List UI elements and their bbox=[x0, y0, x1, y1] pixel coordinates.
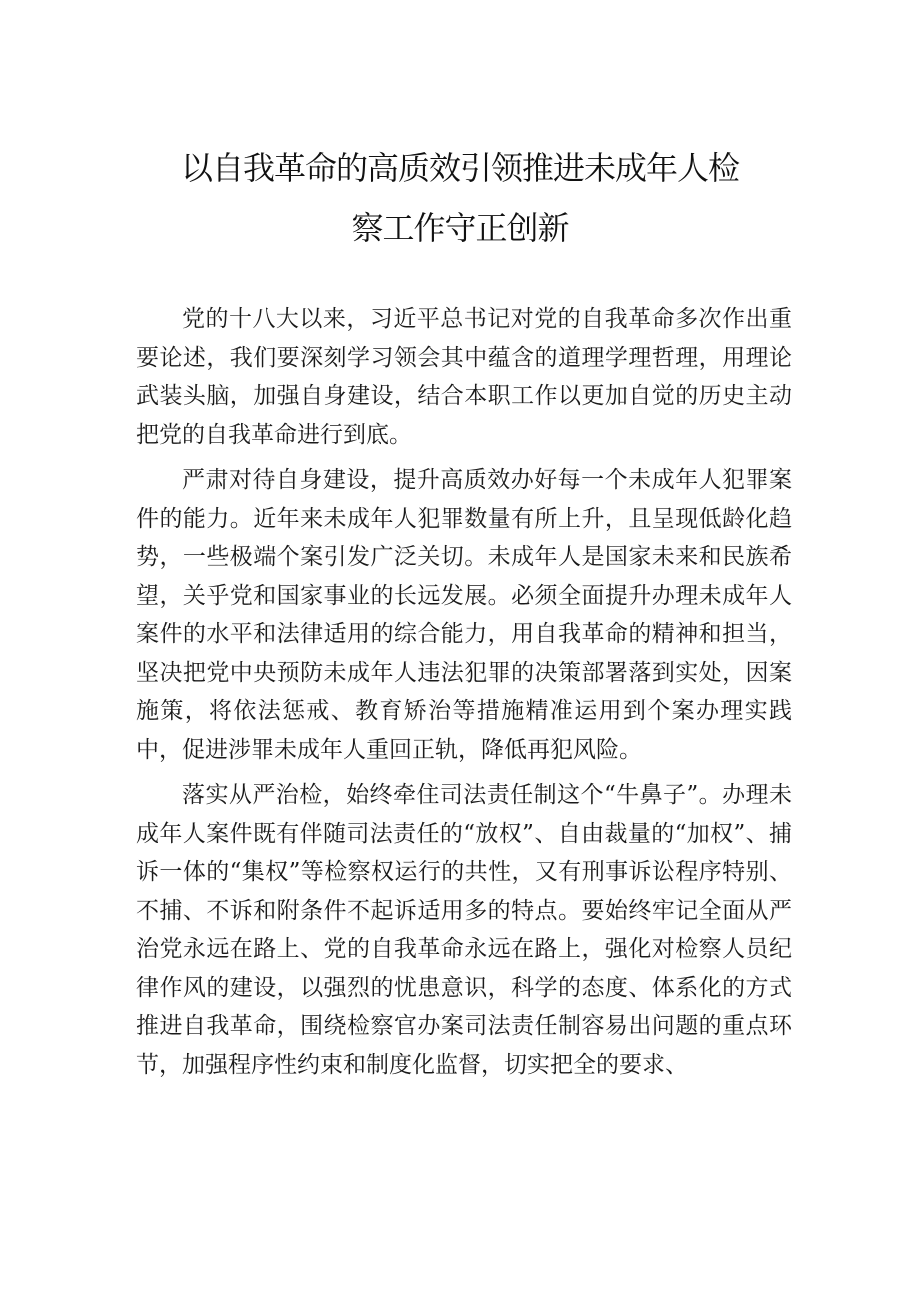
document-body bbox=[136, 300, 792, 1091]
paragraph-1: 党的十八大以来，习近平总书记对党的自我革命多次作出重要论述，我们要深刻学习领会其中蕴含的道理学理哲理，用理论武装头脑，加强自身建设，结合本职工作以更加自觉的历史主动把党的自我革命进行到底。 bbox=[136, 306, 792, 448]
paragraph-3: 落实从严治检，始终牵住司法责任制这个“牛鼻子”。办理未成年人案件既有伴随司法责任的“放权”、自由裁量的“加权”、捕诉一体的“集权”等检察权运行的共性，又有刑事诉讼程序特别、不捕、不诉和附条件不起诉适用多的特点。要始终牢记全面从严治党永远在路上、党的自我革命永远在路上，强化对检察人员纪律作风的建设，以强烈的忧患意识，科学的态度、体系化的方式推进自我革命，围绕检察官办案司法责任制容易出问题的重点环节，加强程序性约束和制度化监督，切实把全的要求、 bbox=[136, 782, 792, 1078]
document-title-line-1: 以自我革命的高质效引领推进未成年人检 bbox=[180, 149, 739, 187]
document-title-line-2: 察工作守正创新 bbox=[351, 209, 569, 247]
document-title bbox=[120, 138, 800, 258]
paragraph-2: 严肃对待自身建设，提升高质效办好每一个未成年人犯罪案件的能力。近年来未成年人犯罪数量有所上升，且呈现低龄化趋势，一些极端个案引发广泛关切。未成年人是国家未来和民族希望，关乎党和国家事业的长远发展。必须全面提升办理未成年人案件的水平和法律适用的综合能力，用自我革命的精神和担当，坚决把党中央预防未成年人违法犯罪的决策部署落到实处，因案施策，将依法惩戒、教育矫治等措施精准运用到个案办理实践中，促进涉罪未成年人重回正轨，降低再犯风险。 bbox=[136, 467, 792, 763]
